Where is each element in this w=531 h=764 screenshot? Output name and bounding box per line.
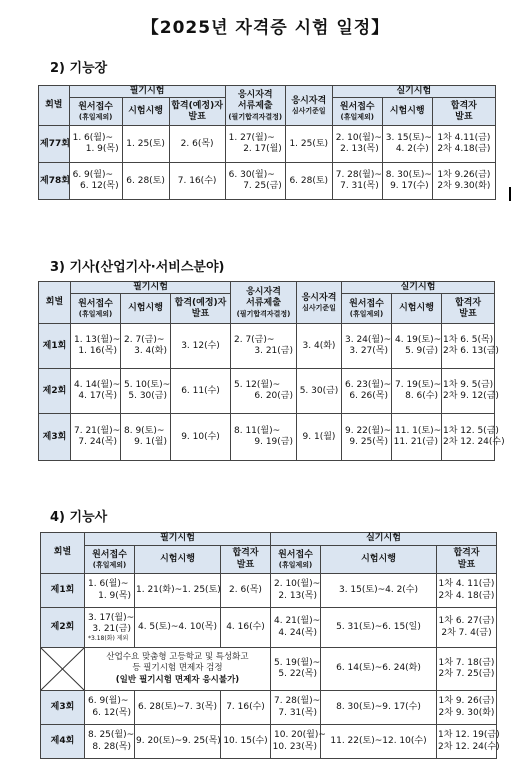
header-practical-exam: 실기시험 — [332, 86, 495, 98]
header-practical-exam-date: 시험시행 — [321, 546, 437, 574]
header-qualification-docs: 응시자격 서류제출 (필기합격자결정) — [231, 282, 297, 324]
header-round: 회별 — [41, 533, 85, 574]
header-exam-date: 시험시행 — [121, 294, 171, 324]
header-written-exam: 필기시험 — [71, 282, 231, 294]
header-practical-exam-date: 시험시행 — [392, 294, 442, 324]
header-exam-date: 시험시행 — [135, 546, 221, 574]
table-row: 제3회 6. 9(월)~ 6. 12(목) 6. 28(토)~7. 3(목) 7. 16(수) 7. 28(월)~ 7. 31(목) 8. 30(토)~9. 17(수) 1차 9. 26(금) 2차 9. 30(화) — [41, 691, 497, 725]
header-written-exam: 필기시험 — [69, 86, 225, 98]
header-passer-announce: 합격자 발표 — [221, 546, 271, 574]
header-qualification-docs: 응시자격 서류제출 (필기합격자결정) — [225, 86, 285, 126]
table-row-special: 산업수요 맞춤형 고등학교 및 특성화고 등 필기시험 면제자 검정 (일반 필기시험 면제자 응시불가) 5. 19(월)~ 5. 22(목) 6. 14(토)~6. 24(화) 1차 7. 18(금) 2차 7. 25(금) — [41, 648, 497, 691]
header-pass-announce: 합격(예정)자 발표 — [171, 294, 231, 324]
text-cursor — [509, 187, 511, 201]
header-practical-exam: 실기시험 — [271, 533, 497, 546]
header-practical-exam: 실기시험 — [342, 282, 495, 294]
section-heading-craftsman-master: 2) 기능장 — [50, 61, 108, 76]
header-qualification-base-date: 응시자격 심사기준일 — [285, 86, 332, 126]
header-application: 원서접수 (휴일제외) — [69, 98, 122, 126]
header-application: 원서접수 (휴일제외) — [85, 546, 135, 574]
page-title: 【2025년 자격증 시험 일정】 — [141, 18, 390, 38]
header-practical-application: 원서접수 (휴일제외) — [271, 546, 321, 574]
table-row: 제77회 1. 6(월)~ 1. 9(목) 1. 25(토) 2. 6(목) 1. 27(월)~ 2. 17(월) 1. 25(토) 2. 10(월)~ 2. 13(목) 3. 15(토)~ 4. 2(수) 1차 4.11(금) 2차 4.18(금) — [39, 126, 496, 163]
header-practical-passer-announce: 합격자 발표 — [437, 546, 497, 574]
header-application: 원서접수 (휴일제외) — [71, 294, 121, 324]
table-row: 제1회 1. 6(월)~ 1. 9(목) 1. 21(화)~1. 25(토) 2. 6(목) 2. 10(월)~ 2. 13(목) 3. 15(토)~4. 2(수) 1차 4. 11(금) 2차 4. 18(금) — [41, 574, 497, 608]
exclusion-note: *3.18(화) 제외 — [88, 635, 129, 642]
table-row: 제3회 7. 21(월)~ 7. 24(목) 8. 9(토)~ 9. 1(월) 9. 10(수) 8. 11(월)~ 9. 19(금) 9. 1(월) 9. 22(월)~ 9. 25(목) 11. 1(토)~ 11. 21(금) 1차 12. 5(금) 2차 12. 24(수) — [39, 414, 495, 461]
header-passer-announce: 합격자 발표 — [442, 294, 495, 324]
special-exam-note: 산업수요 맞춤형 고등학교 및 특성화고 등 필기시험 면제자 검정 (일반 필기시험 면제자 응시불가) — [85, 648, 271, 691]
table-row: 제4회 8. 25(월)~ 8. 28(목) 9. 20(토)~9. 25(목) 10. 15(수) 10. 20(월)~ 10. 23(목) 11. 22(토)~12. 10(수) 1차 12. 19(금) 2차 12. 24(수) — [41, 725, 497, 759]
table-row: 제1회 1. 13(월)~ 1. 16(목) 2. 7(금)~ 3. 4(화) 3. 12(수) 2. 7(금)~ 3. 21(금) 3. 4(화) 3. 24(월)~ 3. 27(목) 4. 19(토)~ 5. 9(금) 1차 6. 5(목) 2차 6. 13(금) — [39, 324, 495, 369]
header-written-exam: 필기시험 — [85, 533, 271, 546]
header-round: 회별 — [39, 86, 70, 126]
table-row: 제2회 3. 17(월)~ 3. 21(금) *3.18(화) 제외 4. 5(토)~4. 10(목) 4. 16(수) 4. 21(월)~ 4. 24(목) 5. 31(토)~6. 15(일) 1차 6. 27(금) 2차 7. 4(금) — [41, 608, 497, 648]
schedule-table-engineer — [38, 281, 505, 461]
header-qualification-base-date: 응시자격 심사기준일 — [297, 282, 342, 324]
header-pass-announce: 합격(예정)자 발표 — [169, 98, 225, 126]
header-practical-exam-date: 시험시행 — [382, 98, 432, 126]
table-row: 제2회 4. 14(월)~ 4. 17(목) 5. 10(토)~ 5. 30(금) 6. 11(수) 5. 12(월)~ 6. 20(금) 5. 30(금) 6. 23(월)~ 6. 26(목) 7. 19(토)~ 8. 6(수) 1차 9. 5(금) 2차 9. 12(금) — [39, 369, 495, 414]
header-passer-announce: 합격자 발표 — [432, 98, 495, 126]
schedule-table-master-craftsman — [38, 85, 496, 200]
cross-mark-icon — [41, 648, 84, 690]
header-practical-application: 원서접수 (휴일제외) — [332, 98, 382, 126]
header-exam-date: 시험시행 — [122, 98, 169, 126]
header-round: 회별 — [39, 282, 71, 324]
section-heading-craftsman: 4) 기능사 — [50, 510, 108, 525]
header-practical-application: 원서접수 (휴일제외) — [342, 294, 392, 324]
table-row: 제78회 6. 9(월)~ 6. 12(목) 6. 28(토) 7. 16(수) 6. 30(월)~ 7. 25(금) 6. 28(토) 7. 28(월)~ 7. 31(목) 8. 30(토)~ 9. 17(수) 1차 9.26(금) 2차 9.30(화) — [39, 163, 496, 200]
schedule-table-craftsman — [40, 532, 500, 759]
section-heading-engineer: 3) 기사(산업기사·서비스분야) — [50, 260, 225, 275]
crossed-out-cell — [41, 648, 85, 691]
